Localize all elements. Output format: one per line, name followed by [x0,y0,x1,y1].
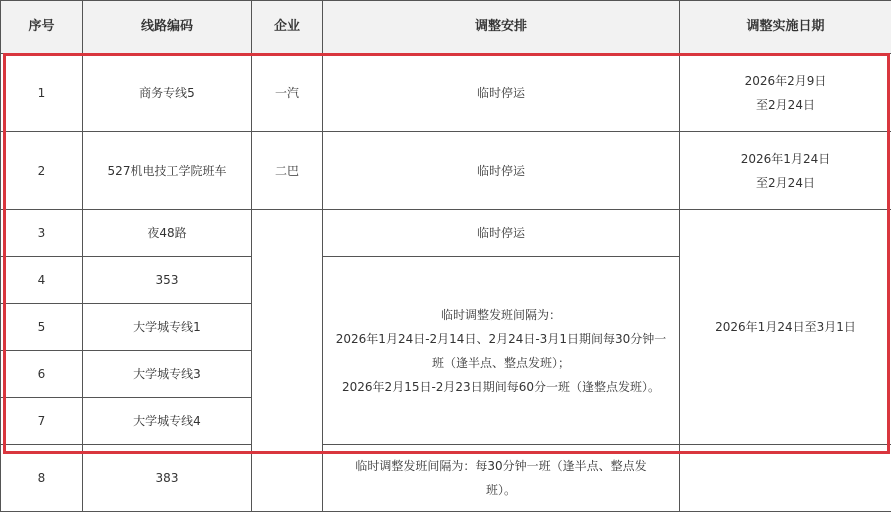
table-row [1,210,891,257]
arrangement-line: 2026年2月15日-2月23日期间每60分一班（逢整点发班）。 [342,379,660,394]
arrangement-line: 临时调整发班间隔为：每30分钟一班（逢半点、整点发 [355,459,647,473]
header-row [1,1,891,54]
cell-arrangement: 临时停运 [323,132,680,210]
header-company: 企业 [252,1,323,54]
cell-route: 527机电技工学院班车 [83,132,252,210]
cell-no: 7 [1,398,83,445]
cell-route: 大学城专线1 [83,304,252,351]
cell-no: 5 [1,304,83,351]
cell-company-merged [252,210,323,512]
cell-company: 二巴 [252,132,323,210]
cell-route: 商务专线5 [83,54,252,132]
cell-company: 一汽 [252,54,323,132]
date-line: 2026年1月24日 [740,151,831,166]
cell-date [680,54,891,132]
header-no: 序号 [1,1,83,54]
cell-route: 夜48路 [83,210,252,257]
header-route-code: 线路编码 [83,1,252,54]
date-line: 至2月24日 [756,97,815,112]
cell-route: 353 [83,257,252,304]
cell-no: 8 [1,445,83,512]
cell-route: 大学城专线3 [83,351,252,398]
cell-route: 大学城专线4 [83,398,252,445]
cell-date [680,132,891,210]
cell-date [680,445,891,512]
table-row [1,445,891,512]
date-line: 至2月24日 [756,175,815,190]
cell-arrangement: 临时停运 [323,54,680,132]
date-line: 2026年2月9日 [744,73,827,88]
cell-no: 6 [1,351,83,398]
arrangement-line: 2026年1月24日-2月14日、2月24日-3月1日期间每30分钟一 [335,331,667,346]
header-date: 调整实施日期 [680,1,891,54]
arrangement-line: 班（逢半点、整点发班）； [431,355,570,370]
arrangement-line: 临时调整发班间隔为： [440,307,561,322]
header-arrangement: 调整安排 [323,1,680,54]
cell-route: 383 [83,445,252,512]
cell-arrangement [323,445,680,512]
cell-arrangement-merged [323,257,680,445]
table-row [1,132,891,210]
table-row [1,54,891,132]
arrangement-line: 班）。 [485,483,516,497]
cell-arrangement: 临时停运 [323,210,680,257]
cell-date-merged: 2026年1月24日至3月1日 [680,210,891,445]
cell-no: 1 [1,54,83,132]
cell-no: 2 [1,132,83,210]
cell-no: 4 [1,257,83,304]
cell-no: 3 [1,210,83,257]
